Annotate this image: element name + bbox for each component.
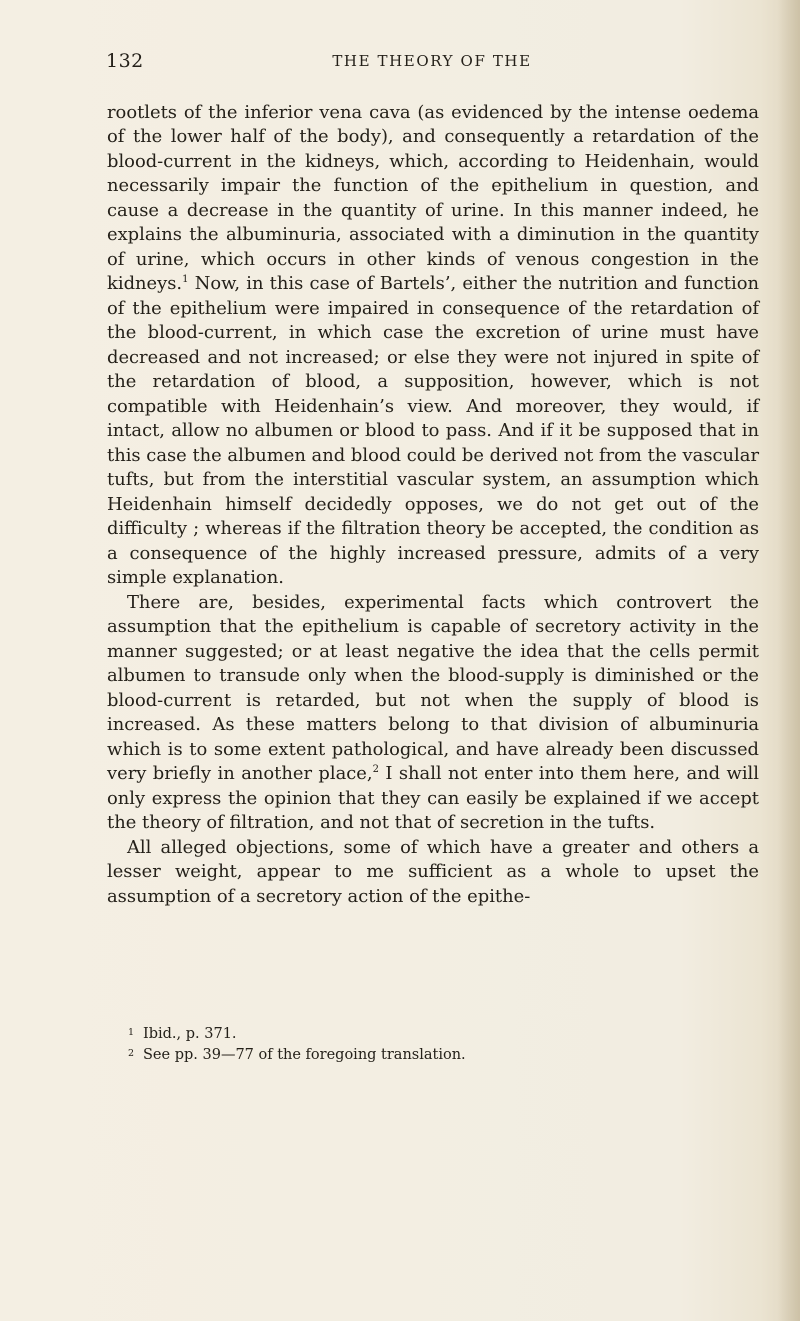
body-text — [107, 101, 759, 909]
paragraph-1-text-a: rootlets of the inferior vena cava (as evidenced by the intense oedema of the lower half of the body), and consequently a retardation of the blood-current in the kidneys, which, according to Heidenhain, would necessarily impair the function of the epithelium in question, and cause a decrease in the quantity of urine. In this manner indeed, he explains the albuminuria, associated with a diminution in the quantity of urine, which occurs in other kinds of venous congestion in the kidneys. — [107, 102, 759, 295]
paragraph-1 — [107, 101, 759, 591]
footnotes — [107, 1024, 759, 1066]
footnote-2 — [107, 1045, 759, 1066]
footnote-2-mark: 2 — [128, 1048, 135, 1059]
footnote-ref-2: 2 — [372, 764, 379, 776]
paragraph-1-text-b: Now, in this case of Bartels’, either the nutrition and function of the epithelium were impaired in consequence of the retardation of the blood-current, in which case the excretion of urine must have decreased and not increased; or else they were not injured in spite of the retardation of blood, a supposition, however, which is not compatible with Heidenhain’s view. And moreover, they would, if intact, allow no albumen or blood to pass. And if it be supposed that in this case the albumen and blood could be derived not from the vascular tufts, but from the interstitial vascular system, an assumption which Heidenhain himself decidedly opposes, we do not get out of the difficulty ; whereas if the filtration theory be accepted, the condition as a consequence of the highly increased pressure, admits of a very simple explanation. — [107, 273, 759, 589]
paragraph-3: All alleged objections, some of which have a greater and others a lesser weight, appear to me sufficient as a whole to upset the assumption of a secretory action of the epithe- — [107, 836, 759, 907]
page-edge-shadow — [778, 0, 800, 1321]
footnote-1-mark: 1 — [128, 1027, 135, 1038]
footnote-1 — [107, 1024, 759, 1045]
footnote-2-text: See pp. 39—77 of the foregoing translation. — [143, 1047, 466, 1063]
page-header — [106, 50, 758, 80]
paragraph-2-text-b: I shall not enter into them here, and will only express the opinion that they can easily be explained if we accept the theory of filtration, and not that of secretion in the tufts. — [107, 763, 759, 834]
page-number: 132 — [106, 50, 144, 72]
running-head: THE THEORY OF THE — [332, 52, 532, 70]
footnote-1-text: Ibid., p. 371. — [143, 1026, 237, 1042]
paragraph-2-text-a: There are, besides, experimental facts which controvert the assumption that the epithelium is capable of secretory activity in the manner suggested; or at least negative the idea that the cells permit albumen to transude only when the blood-supply is diminished or the blood-current is retarded, but not when the supply of blood is increased. As these matters belong to that division of albuminuria which is to some extent pathological, and have already been discussed very briefly in another place, — [107, 591, 759, 785]
footnote-ref-1: 1 — [182, 274, 189, 286]
paragraph-2 — [107, 591, 759, 836]
